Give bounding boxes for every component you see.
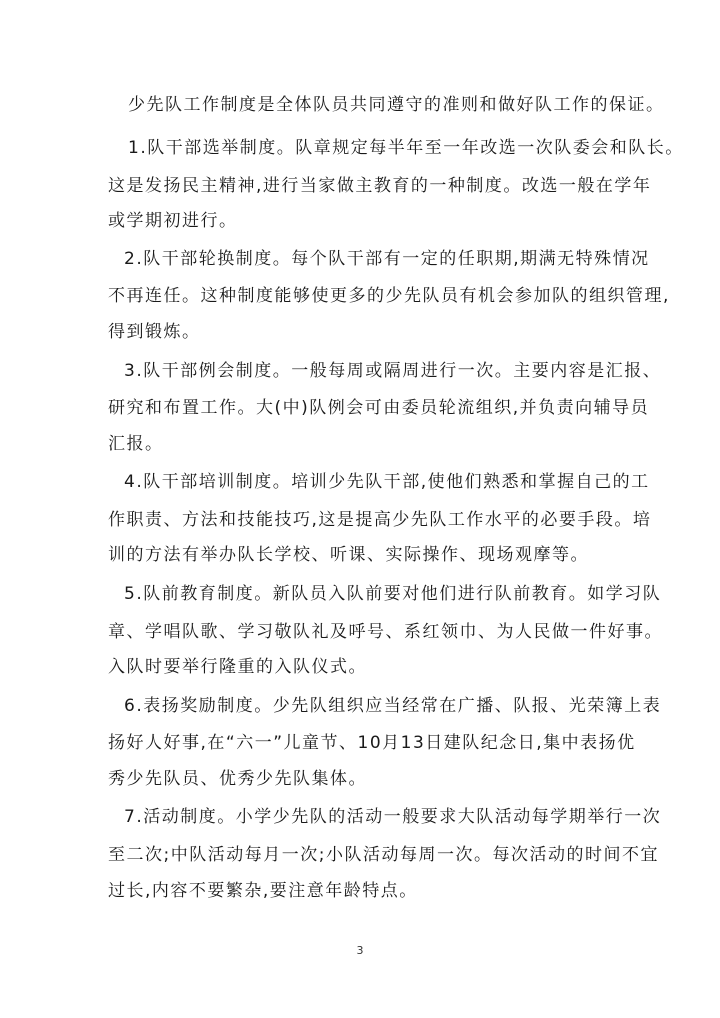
rule-1-line-3: 或学期初进行。 [108,211,238,231]
rule-1-line-2: 这是发扬民主精神,进行当家做主教育的一种制度。改选一般在学年 [108,176,652,196]
page-number: 3 [356,944,364,957]
rule-3-line-2: 研究和布置工作。大(中)队例会可由委员轮流组织,并负责向辅导员 [108,398,650,418]
rule-4-line-3: 训的方法有举办队长学校、听课、实际操作、现场观摩等。 [108,545,589,565]
rule-2-line-1: 2.队干部轮换制度。每个队干部有一定的任职期,期满无特殊情况 [124,249,650,269]
rule-7-line-3: 过长,内容不要繁杂,要注意年龄特点。 [108,881,418,901]
intro-line: 少先队工作制度是全体队员共同遵守的准则和做好队工作的保证。 [128,95,665,115]
rule-3-line-3: 汇报。 [108,434,164,454]
rule-5-line-3: 入队时要举行隆重的入队仪式。 [108,657,367,677]
rule-5-line-1: 5.队前教育制度。新队员入队前要对他们进行队前教育。如学习队 [124,584,662,604]
rule-2-line-2: 不再连任。这种制度能够使更多的少先队员有机会参加队的组织管理, [108,286,670,306]
rule-3-line-1: 3.队干部例会制度。一般每周或隔周进行一次。主要内容是汇报、 [124,361,662,381]
rule-7-line-2: 至二次;中队活动每月一次;小队活动每周一次。每次活动的时间不宜 [108,845,659,865]
rule-7-line-1: 7.活动制度。小学少先队的活动一般要求大队活动每学期举行一次 [124,807,662,827]
rule-6-line-1: 6.表扬奖励制度。少先队组织应当经常在广播、队报、光荣簿上表 [124,696,662,716]
rule-6-line-2: 扬好人好事,在“六一”儿童节、10月13日建队纪念日,集中表扬优 [108,733,636,753]
rule-5-line-2: 章、学唱队歌、学习敬队礼及呼号、系红领巾、为人民做一件好事。 [108,622,663,642]
rule-4-line-1: 4.队干部培训制度。培训少先队干部,使他们熟悉和掌握自己的工 [124,472,650,492]
rule-6-line-3: 秀少先队员、优秀少先队集体。 [108,769,367,789]
rule-1-line-1: 1.队干部选举制度。队章规定每半年至一年改选一次队委会和队长。 [128,138,684,158]
rule-4-line-2: 作职责、方法和技能技巧,这是提高少先队工作水平的必要手段。培 [108,510,652,530]
rule-2-line-3: 得到锻炼。 [108,322,201,342]
